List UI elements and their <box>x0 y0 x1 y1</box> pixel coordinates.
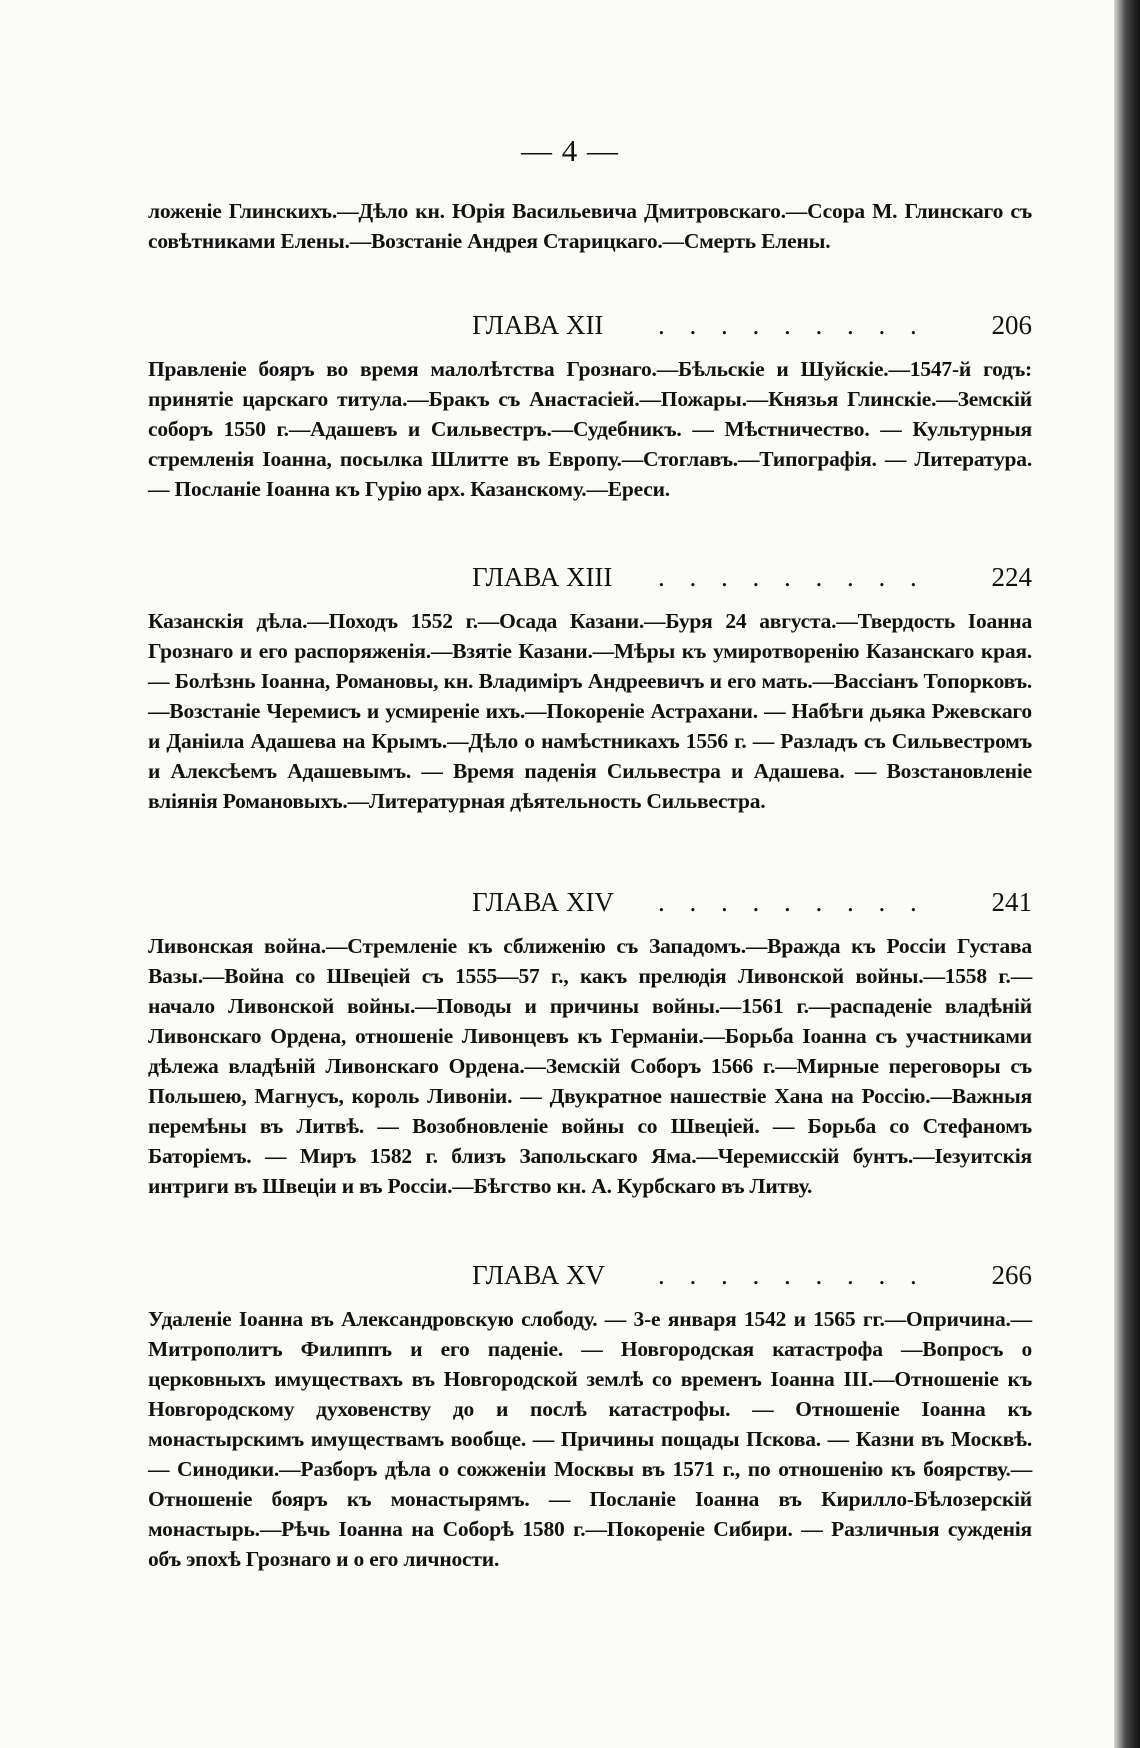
page-number: — 4 — <box>521 133 619 168</box>
chapter-15-section <box>148 1260 1032 1574</box>
chapter-page-number: 266 <box>991 1260 1032 1290</box>
chapter-page-number: 241 <box>991 887 1032 917</box>
chapter-title: ГЛАВА XII <box>472 310 604 340</box>
intro-section <box>148 196 1032 256</box>
chapter-summary: Удаленіе Іоанна въ Александровскую слободу. — 3-е января 1542 и 1565 гг.—Опричина.—Митрополитъ Филиппъ и его паденіе. — Новгородская катастрофа —Вопросъ о церковныхъ имуществахъ въ Новгородской землѣ со временъ Іоанна III.—Отношеніе къ Новгородскому духовенству до и послѣ катастрофы. — Отношеніе Іоанна къ монастырскимъ имуществамъ вообще. — Причины пощады Пскова. — Казни въ Москвѣ. — Синодики.—Разборъ дѣла о сожженіи Москвы въ 1571 г., по отношенію къ боярству.—Отношеніе бояръ къ монастырямъ. — Посланіе Іоанна въ Кирилло-Бѣлозерскій монастырь.—Рѣчь Іоанна на Соборѣ 1580 г.—Покореніе Сибири. — Различныя сужденія объ эпохѣ Грознаго и о его личности. <box>148 1307 1032 1571</box>
chapter-dot-leader: . . . . . . . . . <box>658 1260 926 1290</box>
chapter-heading <box>148 887 1032 931</box>
chapter-dot-leader: . . . . . . . . . <box>658 562 926 592</box>
chapter-heading <box>148 310 1032 354</box>
chapter-title: ГЛАВА XV <box>472 1260 605 1290</box>
chapter-title: ГЛАВА XIV <box>472 887 614 917</box>
chapter-summary: Правленіе бояръ во время малолѣтства Грознаго.—Бѣльскіе и Шуйскіе.—1547-й годъ: принятіе царскаго титула.—Бракъ съ Анастасіей.—Пожары.—Князья Глинскіе.—Земскій соборъ 1550 г.—Адашевъ и Сильвестръ.—Судебникъ. — Мѣстничество. — Культурныя стремленія Іоанна, посылка Шлитте въ Европу.—Стоглавъ.—Типографія. — Литература. — Посланіе Іоанна къ Гурію арх. Казанскому.—Ереси. <box>148 357 1032 501</box>
chapter-summary: Казанскія дѣла.—Походъ 1552 г.—Осада Казани.—Буря 24 августа.—Твердость Іоанна Грознаго и его распоряженія.—Взятіе Казани.—Мѣры къ умиротворенію Казанскаго края. — Болѣзнь Іоанна, Романовы, кн. Владиміръ Андреевичъ и его мать.—Вассіанъ Топорковъ.—Возстаніе Черемисъ и усмиреніе ихъ.—Покореніе Астрахани. — Набѣги дьяка Ржевскаго и Даніила Адашева на Крымъ.—Дѣло о намѣстникахъ 1556 г. — Разладъ съ Сильвестромъ и Алексѣемъ Адашевымъ. — Время паденія Сильвестра и Адашева. — Возстановленіе вліянія Романовыхъ.—Литературная дѣятельность Сильвестра. <box>148 609 1032 813</box>
chapter-summary: Ливонская война.—Стремленіе къ сближенію съ Западомъ.—Вражда къ Россіи Густава Вазы.—Война со Швеціей съ 1555—57 г., какъ прелюдія Ливонской войны.—1558 г.—начало Ливонской войны.—Поводы и причины войны.—1561 г.—распаденіе владѣній Ливонскаго Ордена, отношеніе Ливонцевъ къ Германіи.—Борьба Іоанна съ участниками дѣлежа владѣній Ливонскаго Ордена.—Земскій Соборъ 1566 г.—Мирные переговоры съ Польшею, Магнусъ, король Ливоніи. — Двукратное нашествіе Хана на Россію.—Важныя перемѣны въ Литвѣ. — Возобновленіе войны со Швеціей. — Борьба со Стефаномъ Баторіемъ. — Миръ 1582 г. близъ Запольскаго Яма.—Черемисскій бунтъ.—Іезуитскія интриги въ Швеціи и въ Россіи.—Бѣгство кн. А. Курбскаго въ Литву. <box>148 934 1032 1198</box>
chapter-heading <box>148 562 1032 606</box>
chapter-12-section <box>148 310 1032 504</box>
chapter-title: ГЛАВА XIII <box>472 562 613 592</box>
chapter-14-section <box>148 887 1032 1201</box>
chapter-dot-leader: . . . . . . . . . <box>658 310 926 340</box>
page-edge-shadow <box>1114 0 1140 1748</box>
chapter-dot-leader: . . . . . . . . . <box>658 887 926 917</box>
chapter-page-number: 224 <box>991 562 1032 592</box>
chapter-13-section <box>148 562 1032 816</box>
chapter-page-number: 206 <box>991 310 1032 340</box>
chapter-heading <box>148 1260 1032 1304</box>
intro-paragraph: ложеніе Глинскихъ.—Дѣло кн. Юрія Васильевича Дмитровскаго.—Ссора М. Глинскаго съ совѣтниками Елены.—Возстаніе Андрея Старицкаго.—Смерть Елены. <box>148 199 1032 253</box>
